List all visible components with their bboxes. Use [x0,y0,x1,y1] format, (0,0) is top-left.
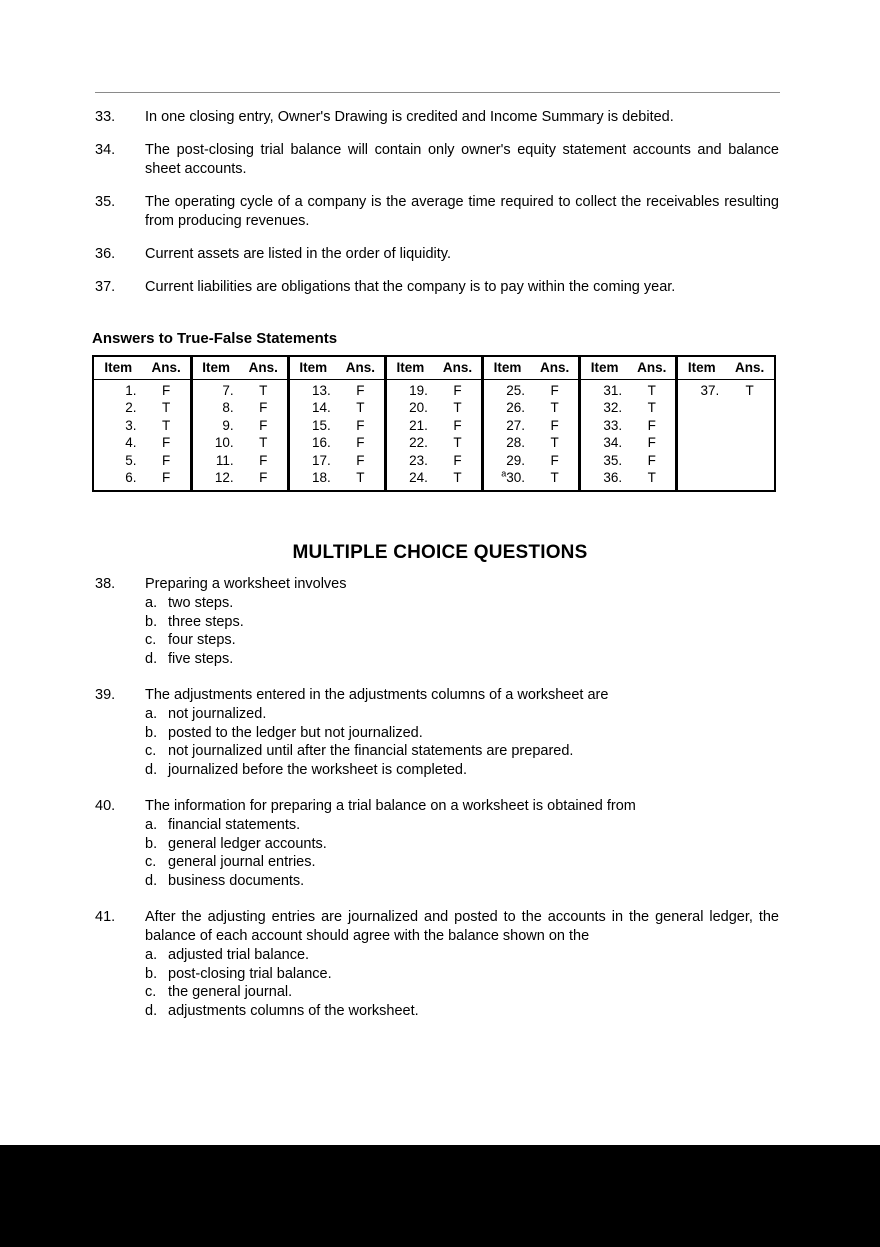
column-header-ans: Ans. [337,357,386,379]
answer-item-number: 24. [409,470,428,485]
answer-item-number: 12. [214,470,234,485]
answer-value: F [337,417,386,435]
answer-item-number: 11. [215,452,234,468]
answer-value [725,469,774,490]
answer-value: F [240,417,289,435]
answers-table-row [94,399,774,417]
answer-item-number: 37. [700,382,720,398]
answer-option[interactable] [95,613,779,632]
answer-option[interactable] [95,761,779,780]
answer-value [725,434,774,452]
statement-text: The operating cycle of a company is the average time required to collect the receivables resulting from producing revenues. [145,194,779,229]
answer-value: F [143,434,192,452]
answer-value: F [240,452,289,470]
column-header-item: Item [94,357,143,379]
answer-item-number [677,469,726,490]
answer-option[interactable] [95,983,779,1002]
answer-value: F [337,379,386,399]
answer-value: T [143,399,192,417]
question-stem [95,908,779,946]
answer-option[interactable] [95,724,779,743]
answer-item-number: 20. [409,400,428,415]
answer-item-number: 25. [506,382,526,398]
statement-text: The post-closing trial balance will contain only owner's equity statement accounts and balance sheet accounts. [145,142,779,177]
question-stem [95,797,779,816]
column-header-item: Item [385,357,434,379]
option-letter: b. [145,613,158,630]
option-text: posted to the ledger but not journalized. [168,724,423,741]
option-letter: b. [145,965,158,982]
option-letter: c. [145,984,157,1000]
answer-item-number: 17. [312,452,331,468]
answer-option-list [95,816,779,890]
option-text: adjusted trial balance. [168,947,310,963]
statement-number: 35. [95,194,116,210]
answer-item-number: 5. [125,452,137,468]
answer-value: F [143,452,192,470]
answer-option[interactable] [95,835,779,854]
answer-value: T [434,399,483,417]
statement-number: 33. [95,109,116,125]
statement-number: 36. [95,246,116,262]
question-text: The information for preparing a trial balance on a worksheet is obtained from [145,798,636,814]
option-text: five steps. [168,650,234,667]
answer-option[interactable] [95,853,779,872]
option-letter: d. [145,761,158,778]
question-text: After the adjusting entries are journalized and posted to the accounts in the general ledger, the balance of each account should agree with the balance shown on the [145,909,779,944]
question-text: Preparing a worksheet involves [145,576,347,592]
answer-item-number: 33. [603,417,623,433]
answer-item-number: 1. [125,382,137,398]
answers-table [94,357,774,490]
question-stem [95,686,779,705]
answer-value: F [337,452,386,470]
answer-option[interactable] [95,742,779,761]
answer-option[interactable] [95,650,779,669]
option-letter: d. [145,650,158,667]
true-false-statement [95,141,779,179]
answers-table-row [94,417,774,435]
column-header-item: Item [483,357,532,379]
answer-value: F [240,469,289,490]
question-number: 41. [95,909,116,925]
answer-value: T [531,469,580,490]
answer-item-number: 2. [125,400,137,415]
answer-item-number: 36. [603,470,623,485]
answer-value: F [628,452,677,470]
column-header-item: Item [677,357,726,379]
multiple-choice-question [95,686,779,779]
answer-value: F [434,379,483,399]
answer-item-number: 31. [603,382,623,398]
answer-value: F [434,452,483,470]
answer-value [725,399,774,417]
item-superscript-marker: a [501,468,507,479]
true-false-statement-list [95,108,779,311]
answer-value: T [531,399,580,417]
option-letter: a. [145,706,158,722]
answer-item-number [677,434,726,452]
option-text: not journalized until after the financial statements are prepared. [168,743,574,759]
answer-item-number: 34. [603,435,623,450]
answer-item-number [677,417,726,435]
statement-text: Current liabilities are obligations that the company is to pay within the coming year. [145,279,676,295]
column-header-item: Item [288,357,337,379]
answer-value: T [240,434,289,452]
answer-value: T [434,434,483,452]
multiple-choice-heading: MULTIPLE CHOICE QUESTIONS [292,542,588,563]
answer-value: T [628,469,677,490]
true-false-statement [95,245,779,264]
option-letter: c. [145,743,157,759]
header-divider-rule [95,92,780,93]
question-number: 40. [95,798,116,814]
multiple-choice-question [95,908,779,1020]
option-text: post-closing trial balance. [168,965,332,982]
answer-item-number: 4. [125,435,137,450]
option-letter: d. [145,1002,158,1019]
answer-item-number: 35. [603,452,623,468]
answers-table-row [94,469,774,490]
answer-item-number: 13. [312,382,331,398]
answer-value: F [337,434,386,452]
answer-item-number: 21. [409,417,428,433]
answer-value: F [143,379,192,399]
column-header-item: Item [191,357,240,379]
answer-value: F [628,434,677,452]
answer-value: F [531,452,580,470]
option-text: the general journal. [168,984,293,1000]
answers-table-row [94,452,774,470]
column-header-ans: Ans. [434,357,483,379]
answer-value: T [143,417,192,435]
column-header-ans: Ans. [725,357,774,379]
option-text: journalized before the worksheet is completed. [168,761,468,778]
option-text: financial statements. [168,817,301,833]
answer-option-list [95,594,779,668]
true-false-statement [95,193,779,231]
answer-item-number: 10. [214,435,234,450]
option-text: adjustments columns of the worksheet. [168,1002,419,1019]
true-false-statement [95,108,779,127]
answer-value: T [531,434,580,452]
option-text: four steps. [168,632,236,648]
column-header-ans: Ans. [143,357,192,379]
answer-item-number: $^a$30. [501,468,526,485]
multiple-choice-question [95,797,779,890]
option-text: three steps. [168,613,244,630]
answer-item-number: 18. [312,470,331,485]
option-text: business documents. [168,872,305,889]
answer-value: T [337,399,386,417]
answer-value: T [628,399,677,417]
column-header-ans: Ans. [240,357,289,379]
option-letter: c. [145,632,157,648]
question-text: The adjustments entered in the adjustments columns of a worksheet are [145,687,609,703]
column-header-ans: Ans. [628,357,677,379]
answers-section-heading: Answers to True-False Statements [92,330,338,347]
answer-option[interactable] [95,1002,779,1021]
option-letter: d. [145,872,158,889]
answer-item-number: 9. [222,417,234,433]
answer-item-number: 32. [603,400,623,415]
option-text: general ledger accounts. [168,835,327,852]
answer-value [725,452,774,470]
answer-item-number: 19. [409,382,428,398]
answers-table-row [94,379,774,399]
page-bottom-black-bar [0,1145,880,1247]
answer-option[interactable] [95,631,779,650]
multiple-choice-question-list [95,575,779,1038]
answer-option[interactable] [95,965,779,984]
answer-item-number [677,399,726,417]
answer-value: T [337,469,386,490]
option-letter: b. [145,835,158,852]
answer-option-list [95,705,779,779]
answer-item-number: 8. [222,400,234,415]
answer-option[interactable] [95,816,779,835]
option-letter: a. [145,817,158,833]
answer-option[interactable] [95,872,779,891]
answer-option[interactable] [95,594,779,613]
answers-table-container [92,355,776,492]
answer-item-number: 26. [506,400,526,415]
answer-value [725,417,774,435]
answers-table-header-row [94,357,774,379]
question-stem [95,575,779,594]
answers-table-header [94,357,774,379]
answer-item-number: 28. [506,435,526,450]
question-number: 38. [95,576,116,592]
option-letter: c. [145,854,157,870]
answer-item-number: 7. [222,382,234,398]
option-letter: a. [145,947,158,963]
question-number: 39. [95,687,116,703]
answer-value: T [434,469,483,490]
answer-value: F [143,469,192,490]
answers-table-row [94,434,774,452]
statement-text: In one closing entry, Owner's Drawing is credited and Income Summary is debited. [145,109,674,125]
answers-table-body [94,379,774,490]
statement-number: 37. [95,279,116,295]
answer-value: F [531,379,580,399]
answer-item-number: 23. [409,452,428,468]
answer-item-number: 14. [312,400,331,415]
statement-text: Current assets are listed in the order of liquidity. [145,246,451,262]
option-text: not journalized. [168,706,267,722]
answer-item-number: 29. [506,452,526,468]
answer-value: T [628,379,677,399]
answer-item-number: 6. [125,470,137,485]
answer-value: F [240,399,289,417]
statement-number: 34. [95,142,116,158]
option-letter: b. [145,724,158,741]
answer-option[interactable] [95,705,779,724]
multiple-choice-question [95,575,779,668]
true-false-statement [95,278,779,297]
answer-value: T [240,379,289,399]
option-text: two steps. [168,595,234,611]
answer-item-number: 16. [312,435,331,450]
column-header-item: Item [580,357,629,379]
answer-value: F [628,417,677,435]
answer-value: F [434,417,483,435]
answer-value: T [745,382,754,398]
answer-item-number: 15. [312,417,331,433]
answer-option[interactable] [95,946,779,965]
answer-option-list [95,946,779,1020]
answer-value: F [531,417,580,435]
option-letter: a. [145,595,158,611]
answer-item-number [677,452,726,470]
answer-item-number: 27. [506,417,526,433]
answer-item-number: 22. [409,435,428,450]
answer-item-number: 3. [125,417,137,433]
column-header-ans: Ans. [531,357,580,379]
option-text: general journal entries. [168,854,316,870]
